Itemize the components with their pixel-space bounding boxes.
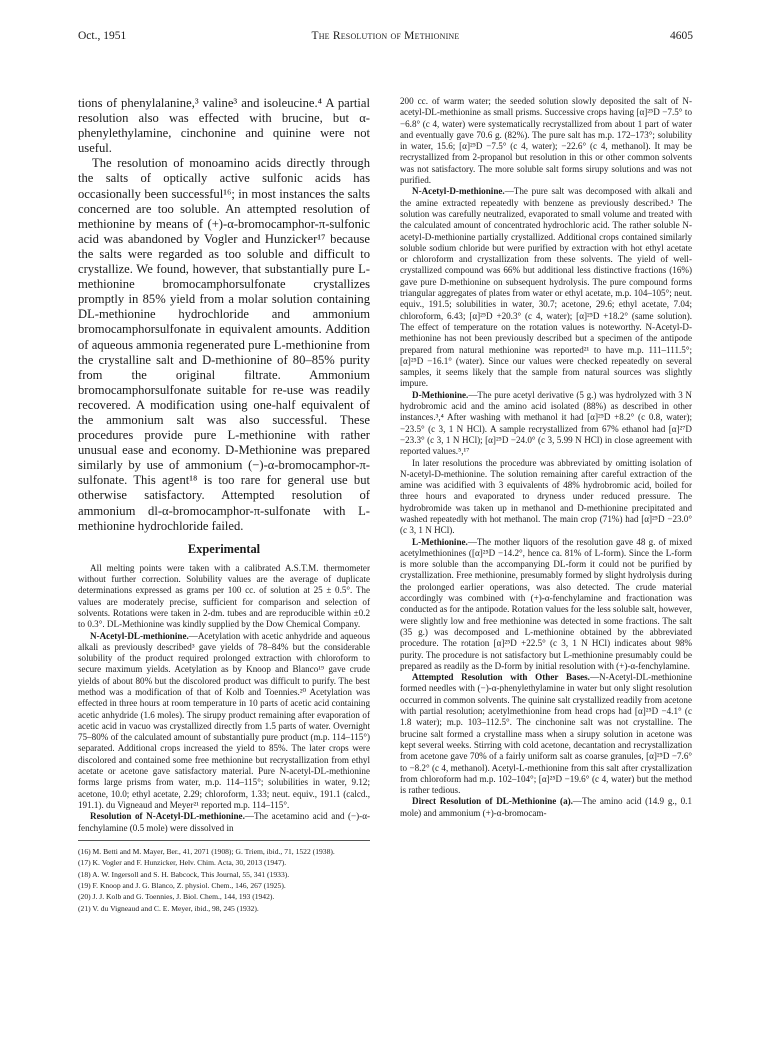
paragraph-run-in-head: N-Acetyl-D-methionine. bbox=[412, 186, 505, 197]
paragraph-run-in-head: Attempted Resolution with Other Bases. bbox=[412, 672, 590, 683]
paragraph-run-in-head: D-Methionine. bbox=[412, 389, 469, 400]
paragraph-body: —The mother liquors of the resolution gave 48 g. of mixed acetylmethionines ([α]²⁵D −14.2°, hence ca. 81% of L-form). Since the L-form is more soluble than the accompanying DL-form it could not be purified by crystallization. Free methionine, presumably formed by slight hydrolysis during the prolonged earlier operations, was also detected. The crude material accordingly was combined with (+)-α-fenchylamine and fractionation was conducted as for the antipode. Rotation values for the less soluble salt, however, were slightly low and free methionine was detected in some fractions. The salt (35 g.) was decomposed and L-methionine obtained by the abbreviated procedure. The rotation [α]²⁵D +22.5° (c 3, 1 N HCl) indicates about 98% purity. The procedure is not satisfactory but L-methionine presumably could be prepared as readily as the D-form by initial resolution with (+)-α-fenchylamine. bbox=[400, 536, 692, 671]
paragraph-other-bases bbox=[400, 672, 692, 796]
footnote-17: (17) K. Vogler and F. Hunzicker, Helv. Chim. Acta, 30, 2013 (1947). bbox=[78, 858, 287, 868]
paragraph-body: —The amino acid (14.9 g., 0.1 mole) and ammonium (+)-α-bromocam- bbox=[400, 796, 692, 818]
footnote-20: (20) J. J. Kolb and G. Toennies, J. Biol. Chem., 144, 193 (1942). bbox=[78, 892, 275, 902]
page-header bbox=[78, 30, 693, 46]
paragraph-run-in-head: Resolution of N-Acetyl-DL-methionine. bbox=[90, 811, 245, 822]
paragraph-d-methionine bbox=[400, 390, 692, 458]
paragraph-direct-resolution bbox=[400, 796, 692, 819]
intro-text bbox=[78, 96, 370, 534]
intro-paragraph-2: The resolution of monoamino acids directly through the salts of optically active sulfonic acids has occasionally been successful¹⁶; in most instances the salts concerned are too soluble. An attempted resolution of methionine by means of (+)-α-bromocamphor-π-sulfonic acid was abandoned by Vogler and Hunzicker¹⁷ because the salts were regarded as too soluble and difficult to crystallize. We found, however, that substantially pure L-methionine bromocamphorsulfonate crystallizes promptly in 85% yield from a molar solution containing DL-methionine hydrochloride and ammonium bromocamphorsulfonate in equivalent amounts. Addition of aqueous ammonia regenerated pure L-methionine from the crystalline salt and D-methionine of 80–85% purity from the original filtrate. Ammonium bromocamphorsulfonate suitable for re-use was readily recovered. A modification using one-half equivalent of the ammonium salt was also successful. These procedures provide pure L-methionine with rather unusual ease and economy. D-Methionine was prepared similarly by use of ammonium (−)-α-bromocamphor-π-sulfonate. This agent¹⁸ is too rare for general use but otherwise satisfactory. Attempted resolution of ammonium dl-α-bromocamphor-π-sulfonate with L-methionine hydrochloride failed. bbox=[78, 156, 370, 533]
intro-paragraph-1: tions of phenylalanine,³ valine³ and isoleucine.⁴ A partial resolution also was effected with brucine, but α-phenylethylamine, cinchonine and quinine were not useful. bbox=[78, 96, 370, 156]
right-column bbox=[400, 96, 692, 819]
experimental-heading: Experimental bbox=[187, 541, 261, 556]
footnote-21: (21) V. du Vigneaud and C. E. Meyer, ibid., 98, 245 (1932). bbox=[78, 903, 259, 913]
paragraph-body: —N-Acetyl-DL-methionine formed needles with (−)-α-phenylethylamine in water but only slight resolution occurred in common solvents. The quinine salt crystallized readily from acetone with partial resolution; acetylmethionine from head crops had [α]²⁵D −4.1° (c 1.8 water); m.p. 103–112.5°. The cinchonine salt was not crystalline. The brucine salt formed a crystalline mass when a sirupy solution in acetone was kept several weeks. Stirring with cold acetone, decantation and recrystallization from acetone gave 70% of a fairly uniform salt as coarse granules, [α]²⁵D −7.6° to −8.2° (c 4, methanol). Acetyl-L-methionine from this salt after crystallization from chloroform had m.p. 102–104°; [α]²⁵D −19.6° (c 4, water) but the method is rather tedious. bbox=[400, 672, 692, 796]
paragraph-run-in-head: L-Methionine. bbox=[412, 536, 468, 547]
paragraph-body: —The pure acetyl derivative (5 g.) was hydrolyzed with 3 N hydrobromic acid and the amino acid isolated (88%) as described in other instances.³,⁴ After washing with methanol it had [α]²⁵D +8.2° (c 0.8, water); −23.5° (c 3, 1 N HCl). A sample recrystallized from 67% ethanol had [α]²⁷D −23.3° (c 3, 1 N HCl); [α]²⁵D −24.0° (c 3, 5.99 N HCl) in close agreement with reported values.⁵,¹⁷ bbox=[400, 389, 692, 457]
journal-date: Oct., 1951 bbox=[78, 30, 127, 42]
footnotes bbox=[78, 846, 370, 914]
footnote-16: (16) M. Betti and M. Mayer, Ber., 41, 2071 (1908); G. Triem, ibid., 71, 1522 (1938). bbox=[78, 846, 335, 856]
experimental-paragraph-general: All melting points were taken with a calibrated A.S.T.M. thermometer without further correction. Solubility values are the average of duplicate determinations expressed as grams per 100 cc. of solution at 25 ± 0.5°. The values are moderately precise, sufficient for comparison and selection of solvents. Rotations were taken in 2-dm. tubes and are reproducible within ±0.2 to 0.3°. DL-Methionine was kindly supplied by the Dow Chemical Company. bbox=[78, 562, 370, 630]
paragraph-salt-crystallization: 200 cc. of warm water; the seeded solution slowly deposited the salt of N-acetyl-DL-methionine as small prisms. Successive crops having [α]²⁵D −7.5° to −6.8° (c 4, water) were systematically recrystallized from about 1 part of water and eventually gave 70.6 g. (82%). The pure salt has m.p. 172–173°; solubility in water, 15.6; [α]²⁵D −7.5° (c 4, water); −22.6° (c 4, methanol). It may be recrystallized from 2-propanol but resolution in this or other common solvents was not satisfactory. The more soluble salt forms sirupy solutions and was not purified. bbox=[400, 96, 692, 186]
experimental-paragraph-resolution bbox=[78, 811, 370, 834]
paragraph-body: —The pure salt was decomposed with alkali and the amine extracted repeatedly with benzene as previously described.³ The solution was carefully neutralized, evaporated to small volume and treated with the calculated amount of concentrated hydrochloric acid. The rather soluble N-acetyl-D-methionine partially crystallized. Additional crops contained similarly soluble sodium chloride but were purified by extraction with hot ethyl acetate or chloroform and crystallization from these solvents. The yield of well-crystallized compound was 66% but additional less distinctive fractions (16%) gave pure D-methionine on subsequent hydrolysis. The pure compound forms triangular aggregates of plates from water or ethyl acetate, m.p. 104–105°; neut. equiv., 191.5; solubilities in water, 30.7; acetone, 29.6; ethyl acetate, 7.04; chloroform, 6.43; [α]²⁵D +20.3° (c 4, water); [α]²⁵D +18.2° (same solution). The effect of temperature on the rotation values is noteworthy. N-Acetyl-D-methionine has not been previously described but a specimen of the antipode prepared from natural methionine was reported²¹ to have m.p. 111–111.5°; [α]²⁵D −16.1° (water). Since our values were checked repeatedly on several samples, it seems likely that the sample from natural sources was slightly impure. bbox=[400, 186, 692, 389]
footnote-18: (18) A. W. Ingersoll and S. H. Babcock, This Journal, 55, 341 (1933). bbox=[78, 869, 290, 879]
paragraph-abbreviated-procedure: In later resolutions the procedure was abbreviated by omitting isolation of N-acetyl-D-methionine. The solution remaining after careful extraction of the amine was acidified with 3 equivalents of 48% hydrobromic acid, boiled for three hours and evaporated to dryness under reduced pressure. The hydrobromide was taken up in methanol and D-methionine precipitated and washed repeatedly with hot methanol. The main crop (71%) had [α]²⁵D −23.0° (c 3, 1 N HCl). bbox=[400, 457, 692, 536]
paragraph-run-in-head: N-Acetyl-DL-methionine. bbox=[90, 630, 189, 641]
running-title: The Resolution of Methionine bbox=[311, 30, 460, 42]
paragraph-body: —The acetamino acid and (−)-α-fenchylamine (0.5 mole) were dissolved in bbox=[78, 811, 370, 833]
paragraph-body: —Acetylation with acetic anhydride and aqueous alkali as previously described³ gave yields of 78–84% but the considerable solubility of the product required prolonged extraction with chloroform to secure maximum yields. Acetylation as by Knoop and Blanco¹⁹ gave crude yields of about 80% but the discolored product was difficult to purify. The best method was a modification of that of Kolb and Toennies.²⁰ Acetylation was effected in three hours at room temperature in 10 parts of acetic acid containing acetic anhydride (1.6 moles). The sirupy product remaining after evaporation of acetic acid in vacuo was crystallized directly from 1.5 parts of water. Overnight 75–80% of the calculated amount of substantially pure product (m.p. 114–115°) separated. Additional crops increased the yield to 85%. The later crops were discolored and contained some free methionine but recrystallization from ethyl acetate or acetone gave satisfactory material. Pure N-acetyl-DL-methionine forms large prisms from water, m.p. 114–115°; solubilities in water, 9.12; acetone, 10.0; ethyl acetate, 2.29; chloroform, 1.33; neut. equiv., 191.1 (calcd., 191.1). du Vigneaud and Meyer²¹ reported m.p. 114–115°. bbox=[78, 630, 370, 810]
footnote-divider bbox=[78, 840, 370, 841]
paragraph-run-in-head: Direct Resolution of DL-Methionine (a). bbox=[412, 796, 573, 807]
page-number: 4605 bbox=[670, 30, 693, 42]
paragraph-acetyl-d-methionine bbox=[400, 186, 692, 389]
left-column bbox=[78, 96, 370, 914]
paragraph-l-methionine bbox=[400, 537, 692, 673]
footnote-19: (19) F. Knoop and J. G. Blanco, Z. physiol. Chem., 146, 267 (1925). bbox=[78, 881, 286, 891]
experimental-paragraph-acetyl-dl bbox=[78, 631, 370, 812]
